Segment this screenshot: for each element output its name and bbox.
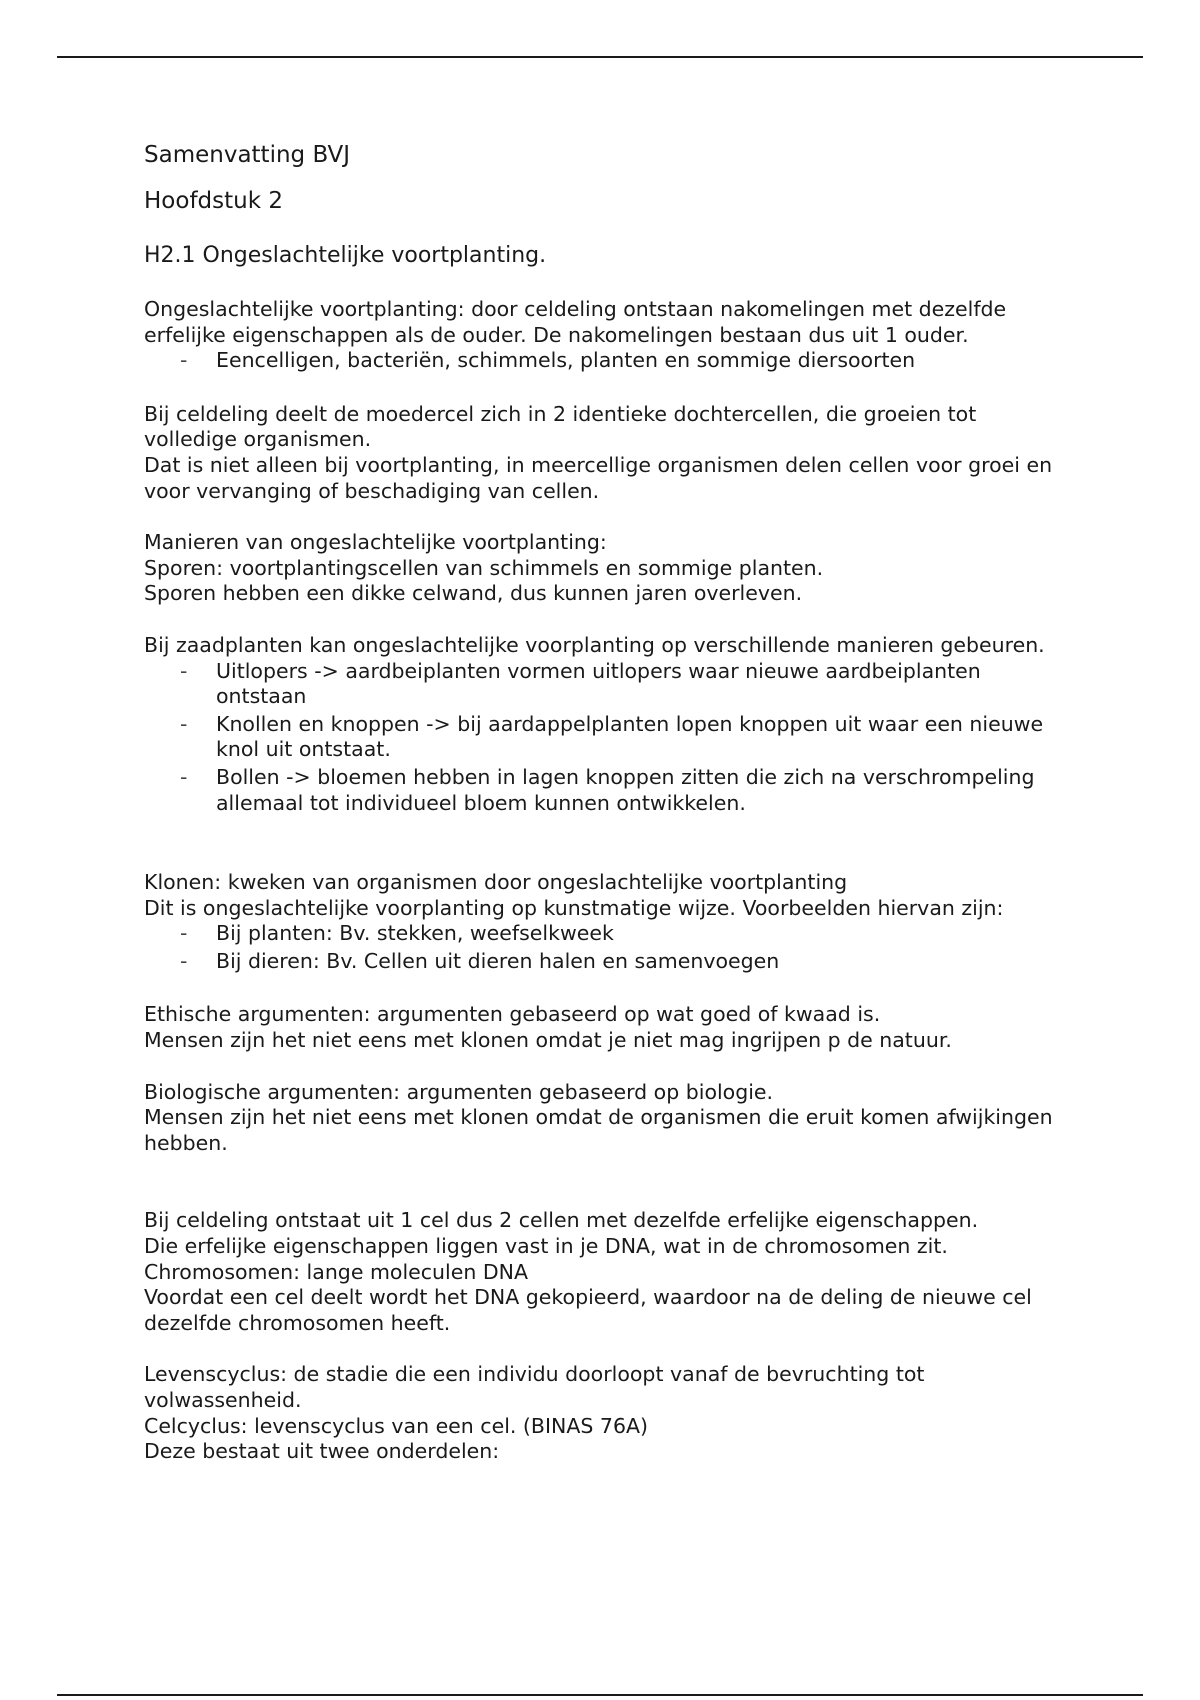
document-body: [144, 140, 1064, 1465]
paragraph-levenscyclus: [144, 1362, 1064, 1464]
text-line: Sporen hebben een dikke celwand, dus kunnen jaren overleven.: [144, 581, 803, 606]
list-item: - Uitlopers -> aardbeiplanten vormen uitlopers waar nieuwe aardbeiplanten ontstaan: [216, 659, 1064, 710]
bullet-list: [144, 348, 1064, 374]
bottom-rule: [57, 1694, 1143, 1696]
chapter-heading: Hoofdstuk 2: [144, 188, 283, 214]
text-line: Voordat een cel deelt wordt het DNA gekopieerd, waardoor na de deling de nieuwe cel dezelfde chromosomen heeft.: [144, 1285, 1032, 1335]
text-line: Dat is niet alleen bij voortplanting, in meercellige organismen delen cellen voor groei en voor vervanging of beschadiging van cellen.: [144, 452, 1053, 503]
text-line: Die erfelijke eigenschappen liggen vast in je DNA, wat in de chromosomen zit.: [144, 1234, 948, 1259]
paragraph-manieren: [144, 530, 1064, 607]
paragraph-ethische-argumenten: [144, 1002, 1064, 1053]
paragraph-ongeslachtelijke-voortplanting: [144, 297, 1064, 348]
text-line: Ongeslachtelijke voortplanting: door celdeling ontstaan nakomelingen met dezelfde erfelijke eigenschappen als de ouder. De nakomelingen bestaan dus uit 1 ouder.: [144, 297, 1007, 347]
top-rule: [57, 56, 1143, 58]
text-line: Celcyclus: levenscyclus van een cel. (BINAS 76A): [144, 1413, 649, 1438]
paragraph-zaadplanten: [144, 633, 1064, 659]
text-line: Manieren van ongeslachtelijke voortplanting:: [144, 530, 607, 555]
text-line: Klonen: kweken van organismen door ongeslachtelijke voortplanting: [144, 870, 848, 895]
text-line: Bij celdeling deelt de moedercel zich in 2 identieke dochtercellen, die groeien tot volledige organismen.: [144, 401, 977, 452]
text-line: Mensen zijn het niet eens met klonen omdat je niet mag ingrijpen p de natuur.: [144, 1028, 952, 1053]
paragraph-celdeling: [144, 402, 1064, 504]
text-line: Ethische argumenten: argumenten gebaseerd op wat goed of kwaad is.: [144, 1002, 881, 1027]
text-line: Mensen zijn het niet eens met klonen omdat de organismen die eruit komen afwijkingen hebben.: [144, 1105, 1053, 1155]
list-item: - Bij planten: Bv. stekken, weefselkweek: [216, 921, 1064, 947]
paragraph-klonen: [144, 870, 1064, 921]
text-line: Dit is ongeslachtelijke voorplanting op kunstmatige wijze. Voorbeelden hiervan zijn:: [144, 895, 1004, 920]
text-line: Sporen: voortplantingscellen van schimmels en sommige planten.: [144, 555, 824, 580]
section-heading: H2.1 Ongeslachtelijke voortplanting.: [144, 243, 547, 268]
text-line: Biologische argumenten: argumenten gebaseerd op biologie.: [144, 1079, 774, 1104]
paragraph-biologische-argumenten: [144, 1080, 1064, 1157]
text-line: Deze bestaat uit twee onderdelen:: [144, 1439, 500, 1464]
text-line: Chromosomen: lange moleculen DNA: [144, 1259, 528, 1284]
bullet-list: [144, 659, 1064, 817]
paragraph-dna: [144, 1208, 1064, 1336]
list-item: - Bij dieren: Bv. Cellen uit dieren halen en samenvoegen: [216, 949, 1064, 975]
text-line: Bij celdeling ontstaat uit 1 cel dus 2 cellen met dezelfde erfelijke eigenschappen.: [144, 1208, 979, 1233]
list-item: - Eencelligen, bacteriën, schimmels, planten en sommige diersoorten: [216, 348, 1064, 374]
text-line: Levenscyclus: de stadie die een individu doorloopt vanaf de bevruchting tot volwassenheid.: [144, 1362, 925, 1412]
document-title: Samenvatting BVJ: [144, 142, 351, 168]
list-item: - Bollen -> bloemen hebben in lagen knoppen zitten die zich na verschrompeling allemaal tot individueel bloem kunnen ontwikkelen.: [216, 765, 1064, 816]
list-item: - Knollen en knoppen -> bij aardappelplanten lopen knoppen uit waar een nieuwe knol uit ontstaat.: [216, 712, 1064, 763]
text-line: Bij zaadplanten kan ongeslachtelijke voorplanting op verschillende manieren gebeuren.: [144, 632, 1045, 657]
bullet-list: [144, 921, 1064, 974]
